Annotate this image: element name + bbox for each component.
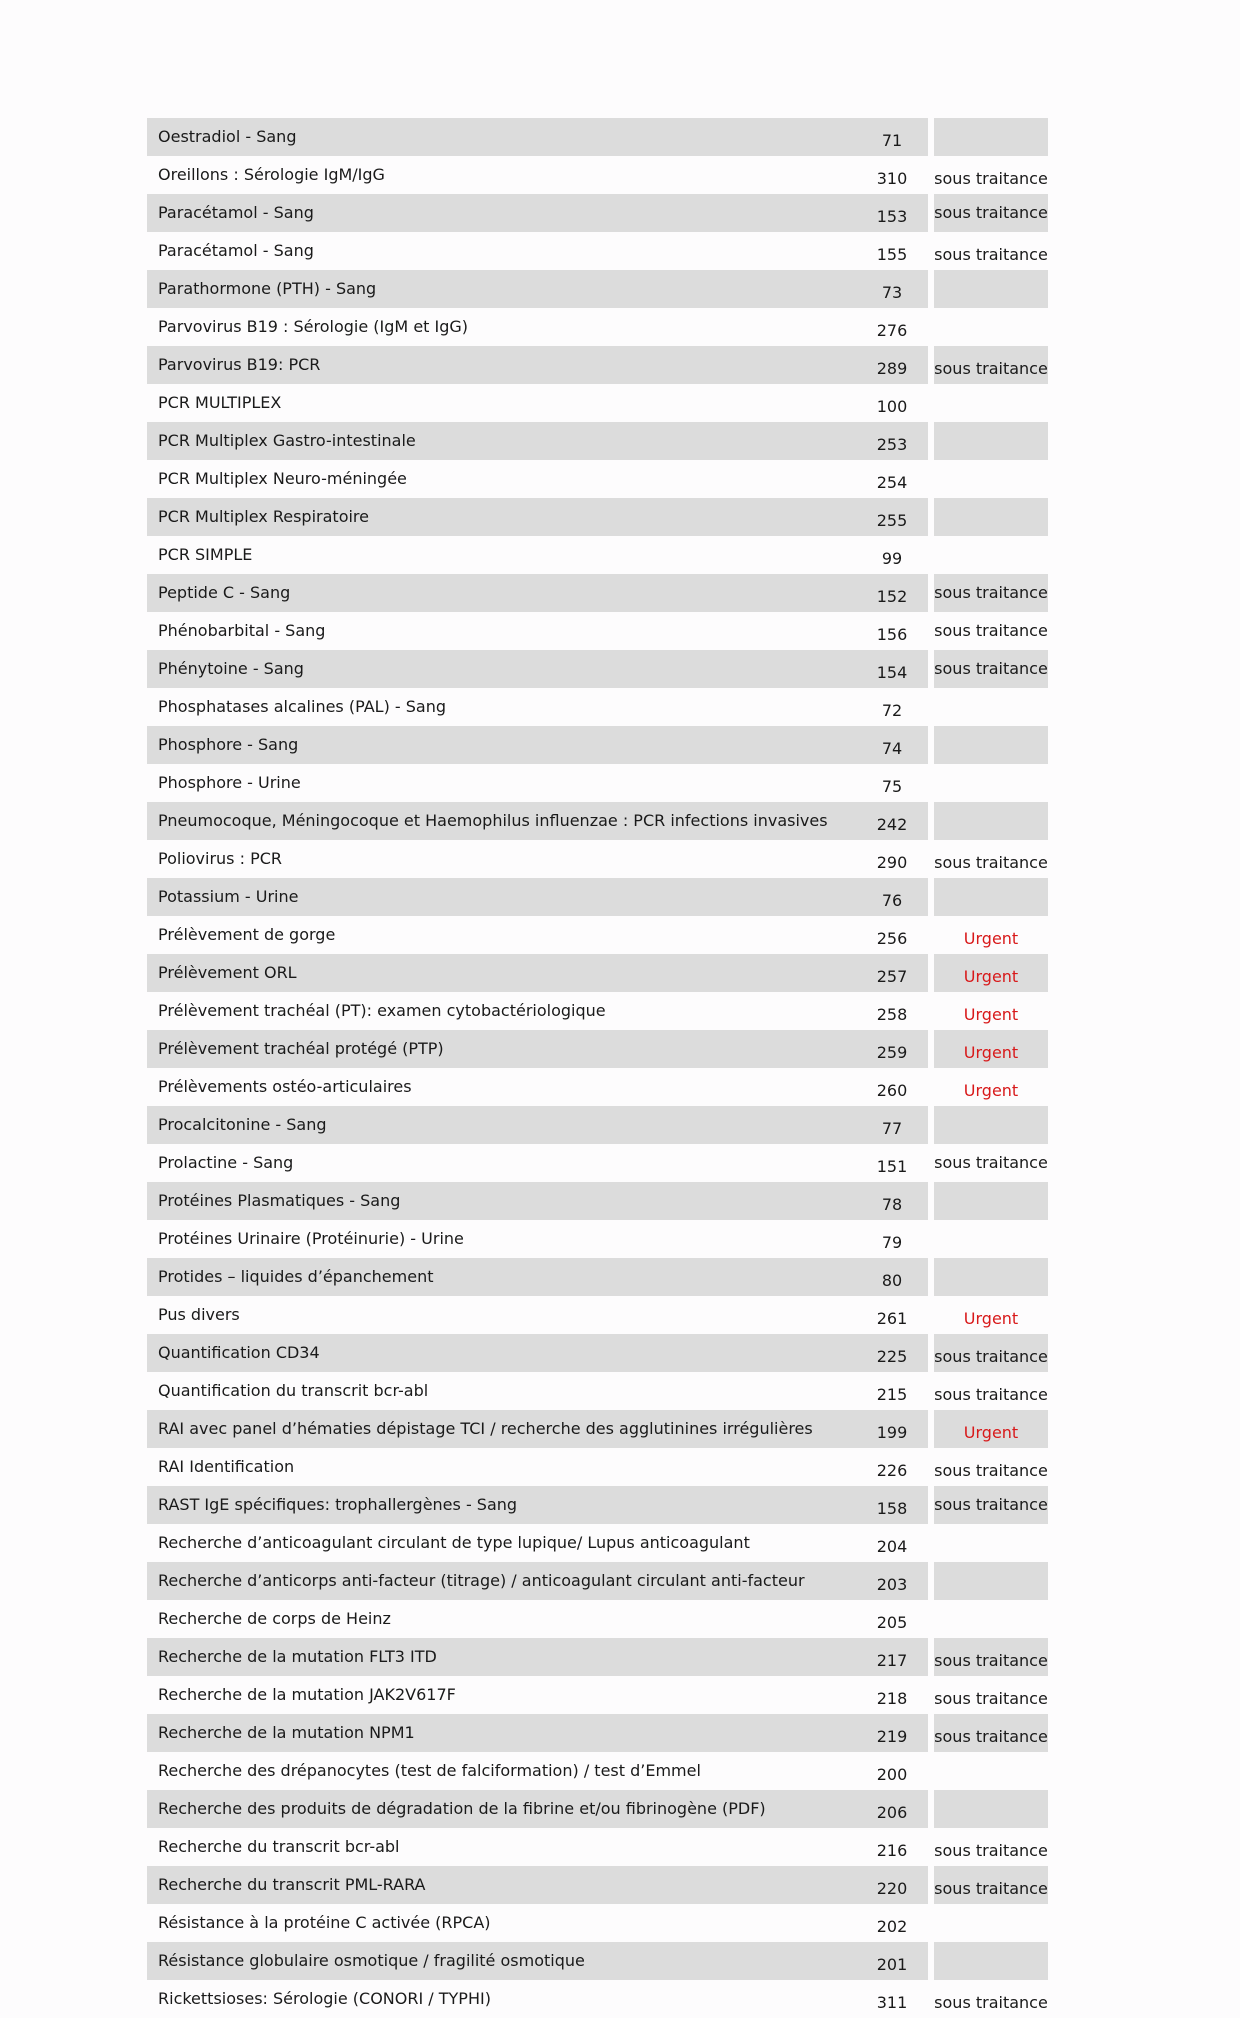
exam-code: 256 — [876, 929, 908, 948]
table-row — [147, 764, 1048, 802]
table-row — [147, 1068, 1048, 1106]
table-row — [147, 536, 1048, 574]
exam-name: Phénytoine - Sang — [147, 650, 856, 688]
outsourcing-note — [934, 1904, 1048, 1942]
exam-name: Protides – liquides d’épanchement — [147, 1258, 856, 1296]
table-row — [147, 1182, 1048, 1220]
outsourcing-note — [934, 384, 1048, 422]
exam-name: Recherche d’anticoagulant circulant de type lupique/ Lupus anticoagulant — [158, 1533, 750, 1552]
exam-code: 153 — [856, 194, 928, 232]
exam-name: Recherche de la mutation NPM1 — [147, 1714, 856, 1752]
table-row — [147, 422, 1048, 460]
table-row — [147, 574, 1048, 612]
exam-name: Phosphore - Sang — [147, 726, 856, 764]
table-row — [147, 1486, 1048, 1524]
table-row — [147, 308, 1048, 346]
exam-code: 257 — [856, 954, 928, 992]
outsourcing-note: sous traitance — [934, 1461, 1048, 1480]
exam-name: Paracétamol - Sang — [147, 194, 856, 232]
table-row — [147, 1030, 1048, 1068]
exam-code: 199 — [856, 1410, 928, 1448]
outsourcing-note — [934, 1258, 1048, 1296]
exam-name: Recherche de la mutation FLT3 ITD — [147, 1638, 856, 1676]
table-row — [147, 1144, 1048, 1182]
outsourcing-note — [934, 1752, 1048, 1790]
table-row — [147, 384, 1048, 422]
exam-code: 78 — [856, 1182, 928, 1220]
table-row — [147, 802, 1048, 840]
outsourcing-note — [934, 1942, 1048, 1980]
outsourcing-note — [934, 1562, 1048, 1600]
exam-code: 258 — [876, 1005, 908, 1024]
outsourcing-note — [934, 308, 1048, 346]
exam-code: 253 — [856, 422, 928, 460]
exam-name: Protéines Urinaire (Protéinurie) - Urine — [158, 1229, 464, 1248]
outsourcing-note: sous traitance — [934, 1714, 1048, 1752]
table-row — [147, 1296, 1048, 1334]
outsourcing-note — [934, 118, 1048, 156]
exam-code: 219 — [856, 1714, 928, 1752]
exam-name: Recherche de la mutation JAK2V617F — [158, 1685, 456, 1704]
exam-name: PCR MULTIPLEX — [158, 393, 282, 412]
outsourcing-note: sous traitance — [934, 621, 1048, 640]
exam-code: 156 — [876, 625, 908, 644]
exam-name: Prélèvement trachéal (PT): examen cytobactériologique — [158, 1001, 606, 1020]
urgent-note: Urgent — [934, 1410, 1048, 1448]
exam-name: Quantification CD34 — [147, 1334, 856, 1372]
exam-name: Oestradiol - Sang — [147, 118, 856, 156]
exam-code: 158 — [856, 1486, 928, 1524]
exam-name: Recherche du transcrit bcr-abl — [158, 1837, 400, 1856]
exam-code: 73 — [856, 270, 928, 308]
outsourcing-note: sous traitance — [934, 1841, 1048, 1860]
exam-code: 201 — [856, 1942, 928, 1980]
exam-code: 74 — [856, 726, 928, 764]
table-row — [147, 726, 1048, 764]
exam-name: RAI avec panel d’hématies dépistage TCI / recherche des agglutinines irrégulières — [147, 1410, 856, 1448]
exam-name: PCR Multiplex Respiratoire — [147, 498, 856, 536]
outsourcing-note: sous traitance — [934, 574, 1048, 612]
outsourcing-note — [934, 270, 1048, 308]
exam-name: Recherche des drépanocytes (test de falciformation) / test d’Emmel — [158, 1761, 701, 1780]
table-row — [147, 1410, 1048, 1448]
table-row — [147, 1258, 1048, 1296]
exam-code: 204 — [876, 1537, 908, 1556]
exam-name: Phosphatases alcalines (PAL) - Sang — [158, 697, 447, 716]
outsourcing-note: sous traitance — [934, 1993, 1048, 2012]
table-row — [147, 270, 1048, 308]
table-row — [147, 1600, 1048, 1638]
table-row — [147, 1942, 1048, 1980]
outsourcing-note — [934, 460, 1048, 498]
exam-name: Parvovirus B19 : Sérologie (IgM et IgG) — [158, 317, 469, 336]
urgent-note: Urgent — [934, 954, 1048, 992]
exam-name: PCR SIMPLE — [158, 545, 253, 564]
exam-code: 206 — [856, 1790, 928, 1828]
exam-name: Recherche d’anticorps anti-facteur (titrage) / anticoagulant circulant anti-facteur — [147, 1562, 856, 1600]
exam-code: 310 — [876, 169, 908, 188]
table-row — [147, 1790, 1048, 1828]
exam-name: Quantification du transcrit bcr-abl — [158, 1381, 429, 1400]
outsourcing-note: sous traitance — [934, 1486, 1048, 1524]
table-row — [147, 460, 1048, 498]
exam-code: 289 — [856, 346, 928, 384]
outsourcing-note: sous traitance — [934, 245, 1048, 264]
exam-name: Résistance à la protéine C activée (RPCA) — [158, 1913, 491, 1932]
outsourcing-note: sous traitance — [934, 194, 1048, 232]
outsourcing-note: sous traitance — [934, 1153, 1048, 1172]
urgent-note: Urgent — [963, 1081, 1019, 1100]
exam-name: Prélèvements ostéo-articulaires — [158, 1077, 412, 1096]
table-row — [147, 1562, 1048, 1600]
exam-code: 259 — [856, 1030, 928, 1068]
outsourcing-note: sous traitance — [934, 650, 1048, 688]
table-row — [147, 1220, 1048, 1258]
outsourcing-note: sous traitance — [934, 1385, 1048, 1404]
exam-code: 260 — [876, 1081, 908, 1100]
exam-code: 202 — [876, 1917, 908, 1936]
exam-name: Prélèvement trachéal protégé (PTP) — [147, 1030, 856, 1068]
exam-name: Phosphore - Urine — [158, 773, 301, 792]
outsourcing-note: sous traitance — [934, 346, 1048, 384]
exam-code: 205 — [876, 1613, 908, 1632]
table-row — [147, 1714, 1048, 1752]
exam-code: 225 — [856, 1334, 928, 1372]
urgent-note: Urgent — [934, 1030, 1048, 1068]
exam-code: 152 — [856, 574, 928, 612]
table-row — [147, 1638, 1048, 1676]
table-row — [147, 878, 1048, 916]
exam-name: Parathormone (PTH) - Sang — [147, 270, 856, 308]
exam-code: 203 — [856, 1562, 928, 1600]
outsourcing-note — [934, 1790, 1048, 1828]
exam-code: 217 — [856, 1638, 928, 1676]
exam-name: Potassium - Urine — [147, 878, 856, 916]
outsourcing-note — [934, 536, 1048, 574]
exam-code: 71 — [856, 118, 928, 156]
exam-name: Paracétamol - Sang — [158, 241, 314, 260]
exam-code: 76 — [856, 878, 928, 916]
outsourcing-note — [934, 1182, 1048, 1220]
exam-name: Prélèvement ORL — [147, 954, 856, 992]
outsourcing-note — [934, 878, 1048, 916]
exam-code: 311 — [876, 1993, 908, 2012]
exam-code: 99 — [881, 549, 903, 568]
exam-code: 276 — [876, 321, 908, 340]
exam-code: 254 — [876, 473, 908, 492]
exam-code: 155 — [876, 245, 908, 264]
exam-code: 151 — [876, 1157, 908, 1176]
table-row — [147, 1334, 1048, 1372]
outsourcing-note: sous traitance — [934, 1334, 1048, 1372]
exam-name: Oreillons : Sérologie IgM/IgG — [158, 165, 385, 184]
exam-name: Peptide C - Sang — [147, 574, 856, 612]
exam-name: PCR Multiplex Neuro-méningée — [158, 469, 407, 488]
table-row — [147, 346, 1048, 384]
exam-code: 226 — [876, 1461, 908, 1480]
exam-code: 255 — [856, 498, 928, 536]
exam-table — [147, 118, 1048, 2018]
outsourcing-note — [934, 498, 1048, 536]
outsourcing-note — [934, 764, 1048, 802]
outsourcing-note: sous traitance — [934, 1866, 1048, 1904]
table-row — [147, 1524, 1048, 1562]
table-row — [147, 612, 1048, 650]
table-row — [147, 194, 1048, 232]
exam-code: 218 — [876, 1689, 908, 1708]
table-row — [147, 1904, 1048, 1942]
exam-name: Parvovirus B19: PCR — [147, 346, 856, 384]
outsourcing-note — [934, 726, 1048, 764]
exam-name: Prolactine - Sang — [158, 1153, 294, 1172]
exam-name: Phénobarbital - Sang — [158, 621, 326, 640]
table-row — [147, 840, 1048, 878]
exam-name: RAI Identification — [158, 1457, 295, 1476]
exam-code: 242 — [856, 802, 928, 840]
exam-name: Rickettsioses: Sérologie (CONORI / TYPHI) — [158, 1989, 491, 2008]
exam-code: 154 — [856, 650, 928, 688]
exam-code: 290 — [876, 853, 908, 872]
exam-name: Procalcitonine - Sang — [147, 1106, 856, 1144]
exam-code: 80 — [856, 1258, 928, 1296]
outsourcing-note — [934, 1220, 1048, 1258]
exam-code: 215 — [876, 1385, 908, 1404]
exam-code: 75 — [881, 777, 903, 796]
exam-code: 100 — [876, 397, 908, 416]
exam-name: Recherche du transcrit PML-RARA — [147, 1866, 856, 1904]
table-row — [147, 688, 1048, 726]
exam-name: PCR Multiplex Gastro-intestinale — [147, 422, 856, 460]
exam-name: Recherche de corps de Heinz — [158, 1609, 391, 1628]
table-row — [147, 1106, 1048, 1144]
outsourcing-note: sous traitance — [934, 1689, 1048, 1708]
table-row — [147, 1676, 1048, 1714]
exam-code: 72 — [881, 701, 903, 720]
exam-code: 220 — [856, 1866, 928, 1904]
table-row — [147, 1828, 1048, 1866]
table-row — [147, 1372, 1048, 1410]
outsourcing-note — [934, 1600, 1048, 1638]
outsourcing-note — [934, 1106, 1048, 1144]
exam-name: Protéines Plasmatiques - Sang — [147, 1182, 856, 1220]
table-row — [147, 156, 1048, 194]
table-row — [147, 992, 1048, 1030]
outsourcing-note — [934, 688, 1048, 726]
exam-code: 77 — [856, 1106, 928, 1144]
table-row — [147, 1448, 1048, 1486]
outsourcing-note — [934, 1524, 1048, 1562]
exam-name: Résistance globulaire osmotique / fragilité osmotique — [147, 1942, 856, 1980]
urgent-note: Urgent — [963, 1309, 1019, 1328]
exam-name: Pneumocoque, Méningocoque et Haemophilus influenzae : PCR infections invasives — [147, 802, 856, 840]
exam-code: 261 — [876, 1309, 908, 1328]
exam-code: 79 — [881, 1233, 903, 1252]
exam-name: Pus divers — [158, 1305, 240, 1324]
table-row — [147, 1752, 1048, 1790]
exam-name: Poliovirus : PCR — [158, 849, 283, 868]
exam-name: Prélèvement de gorge — [158, 925, 336, 944]
table-row — [147, 954, 1048, 992]
outsourcing-note — [934, 802, 1048, 840]
table-row — [147, 1866, 1048, 1904]
outsourcing-note: sous traitance — [934, 1638, 1048, 1676]
exam-name: RAST IgE spécifiques: trophallergènes - Sang — [147, 1486, 856, 1524]
exam-name: Recherche des produits de dégradation de la fibrine et/ou fibrinogène (PDF) — [147, 1790, 856, 1828]
urgent-note: Urgent — [963, 1005, 1019, 1024]
table-row — [147, 916, 1048, 954]
exam-code: 216 — [876, 1841, 908, 1860]
table-row — [147, 232, 1048, 270]
table-row — [147, 118, 1048, 156]
outsourcing-note: sous traitance — [934, 169, 1048, 188]
table-row — [147, 650, 1048, 688]
exam-table-body — [147, 118, 1048, 2018]
table-row — [147, 1980, 1048, 2018]
outsourcing-note — [934, 422, 1048, 460]
exam-code: 200 — [876, 1765, 908, 1784]
urgent-note: Urgent — [963, 929, 1019, 948]
table-row — [147, 498, 1048, 536]
outsourcing-note: sous traitance — [934, 853, 1048, 872]
